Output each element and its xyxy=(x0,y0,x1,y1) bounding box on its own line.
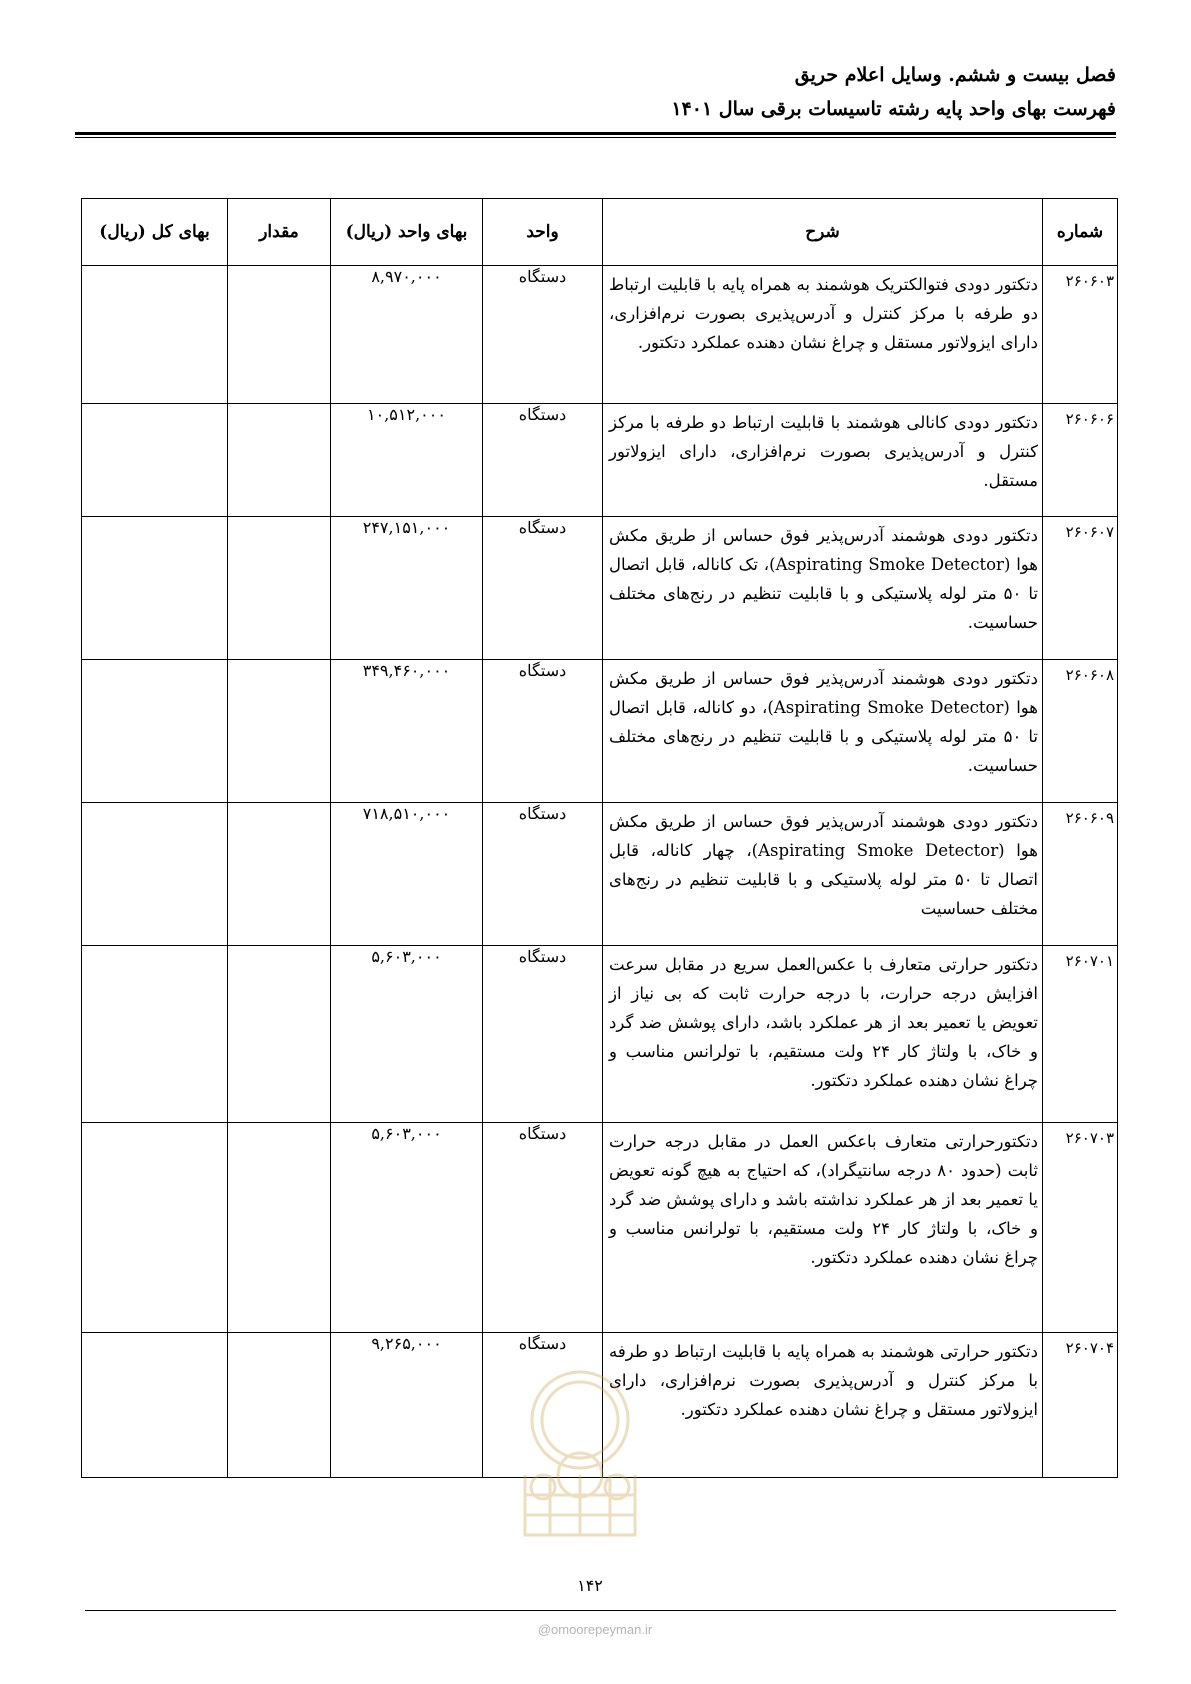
item-unit: دستگاه xyxy=(483,404,603,517)
item-unit-price: ۵,۶۰۳,۰۰۰ xyxy=(331,946,483,1123)
item-unit: دستگاه xyxy=(483,1123,603,1333)
item-description: دتکتور دودی هوشمند آدرس‌پذیر فوق حساس از طریق مکش هوا (Aspirating Smoke Detector)، چهار کاناله، قابل اتصال تا ۵۰ متر لوله پلاستیکی و با قابلیت تنظیم در رنج‌های مختلف حساسیت xyxy=(603,803,1043,946)
page-header xyxy=(70,58,1116,126)
item-total-price xyxy=(82,404,228,517)
item-description: دتکتور حرارتی متعارف با عکس‌العمل سریع در مقابل سرعت افزایش درجه حرارت، با درجه حرارت ثابت که بی نیاز از تعویض یا تعمیر بعد از هر عملکرد باشد، دارای پوشش ضد گرد و خاک، با ولتاژ کار ۲۴ ولت مستقیم، با تولرانس مناسب و چراغ نشان دهنده عملکرد دتکتور. xyxy=(603,946,1043,1123)
item-total-price xyxy=(82,946,228,1123)
item-total-price xyxy=(82,1333,228,1478)
item-number: ۲۶۰۶۰۸ xyxy=(1043,660,1118,803)
site-watermark: @omoorepeyman.ir xyxy=(537,1622,653,1637)
price-table xyxy=(81,198,1118,1478)
item-number: ۲۶۰۶۰۹ xyxy=(1043,803,1118,946)
table-row xyxy=(82,1123,1118,1333)
column-header-number: شماره xyxy=(1043,199,1118,266)
item-unit-price: ۵,۶۰۳,۰۰۰ xyxy=(331,1123,483,1333)
item-unit-price: ۷۱۸,۵۱۰,۰۰۰ xyxy=(331,803,483,946)
item-description: دتکتور دودی فتوالکتریک هوشمند به همراه پایه با قابلیت ارتباط دو طرفه با مرکز کنترل و آدرس‌پذیری بصورت نرم‌افزاری، دارای ایزولاتور مستقل و چراغ نشان دهنده عملکرد دتکتور. xyxy=(603,266,1043,404)
item-unit: دستگاه xyxy=(483,1333,603,1478)
item-total-price xyxy=(82,266,228,404)
column-header-unit-price: بهای واحد (ریال) xyxy=(331,199,483,266)
item-number: ۲۶۰۶۰۳ xyxy=(1043,266,1118,404)
logo-seal-icon xyxy=(505,1365,655,1565)
item-unit-price: ۹,۲۶۵,۰۰۰ xyxy=(331,1333,483,1478)
table-row xyxy=(82,404,1118,517)
item-quantity xyxy=(228,660,331,803)
table-row xyxy=(82,517,1118,660)
item-unit-price: ۲۴۷,۱۵۱,۰۰۰ xyxy=(331,517,483,660)
item-number: ۲۶۰۷۰۳ xyxy=(1043,1123,1118,1333)
item-unit-price: ۳۴۹,۴۶۰,۰۰۰ xyxy=(331,660,483,803)
header-rule-thin xyxy=(75,137,1116,138)
item-number: ۲۶۰۶۰۷ xyxy=(1043,517,1118,660)
item-number: ۲۶۰۷۰۱ xyxy=(1043,946,1118,1123)
item-quantity xyxy=(228,1123,331,1333)
price-list-title: فهرست بهای واحد پایه رشته تاسیسات برقی سال ۱۴۰۱ xyxy=(671,98,1116,120)
item-number: ۲۶۰۶۰۶ xyxy=(1043,404,1118,517)
item-quantity xyxy=(228,803,331,946)
item-quantity xyxy=(228,517,331,660)
item-description: دتکتور دودی هوشمند آدرس‌پذیر فوق حساس از طریق مکش هوا (Aspirating Smoke Detector)، تک کاناله، قابل اتصال تا ۵۰ متر لوله پلاستیکی و با قابلیت تنظیم در رنج‌های مختلف حساسیت. xyxy=(603,517,1043,660)
item-quantity xyxy=(228,266,331,404)
footer-rule xyxy=(85,1610,1116,1611)
item-quantity xyxy=(228,1333,331,1478)
column-header-description: شرح xyxy=(603,199,1043,266)
item-quantity xyxy=(228,404,331,517)
item-unit: دستگاه xyxy=(483,660,603,803)
item-unit: دستگاه xyxy=(483,946,603,1123)
table-row xyxy=(82,266,1118,404)
item-description: دتکتور دودی کانالی هوشمند با قابلیت ارتباط دو طرفه با مرکز کنترل و آدرس‌پذیری بصورت نرم‌افزاری، دارای ایزولاتور مستقل. xyxy=(603,404,1043,517)
item-unit-price: ۱۰,۵۱۲,۰۰۰ xyxy=(331,404,483,517)
item-total-price xyxy=(82,517,228,660)
item-total-price xyxy=(82,803,228,946)
item-number: ۲۶۰۷۰۴ xyxy=(1043,1333,1118,1478)
table-row xyxy=(82,803,1118,946)
item-quantity xyxy=(228,946,331,1123)
column-header-unit: واحد xyxy=(483,199,603,266)
column-header-quantity: مقدار xyxy=(228,199,331,266)
item-unit-price: ۸,۹۷۰,۰۰۰ xyxy=(331,266,483,404)
table-header-row xyxy=(82,199,1118,266)
column-header-total-price: بهای کل (ریال) xyxy=(82,199,228,266)
table-row xyxy=(82,660,1118,803)
item-description: دتکتورحرارتی متعارف باعکس العمل در مقابل درجه حرارت ثابت (حدود ۸۰ درجه سانتیگراد)، که احتیاج به هیچ گونه تعویض یا تعمیر بعد از هر عملکرد نداشته باشد و دارای پوشش ضد گرد و خاک، با ولتاژ کار ۲۴ ولت مستقیم، با تولرانس مناسب و چراغ نشان دهنده عملکرد دتکتور. xyxy=(603,1123,1043,1333)
item-description: دتکتور حرارتی هوشمند به همراه پایه با قابلیت ارتباط دو طرفه با مرکز کنترل و آدرس‌پذیری بصورت نرم‌افزاری، دارای ایزولاتور مستقل و چراغ نشان دهنده عملکرد دتکتور. xyxy=(603,1333,1043,1478)
table-row xyxy=(82,946,1118,1123)
page-number: ۱۴۲ xyxy=(577,1576,603,1595)
item-total-price xyxy=(82,660,228,803)
chapter-title: فصل بیست و ششم. وسایل اعلام حریق xyxy=(794,64,1116,86)
item-total-price xyxy=(82,1123,228,1333)
item-unit: دستگاه xyxy=(483,803,603,946)
header-rule-thick xyxy=(75,132,1116,135)
item-unit: دستگاه xyxy=(483,517,603,660)
item-description: دتکتور دودی هوشمند آدرس‌پذیر فوق حساس از طریق مکش هوا (Aspirating Smoke Detector)، دو کاناله، قابل اتصال تا ۵۰ متر لوله پلاستیکی و با قابلیت تنظیم در رنج‌های مختلف حساسیت. xyxy=(603,660,1043,803)
item-unit: دستگاه xyxy=(483,266,603,404)
